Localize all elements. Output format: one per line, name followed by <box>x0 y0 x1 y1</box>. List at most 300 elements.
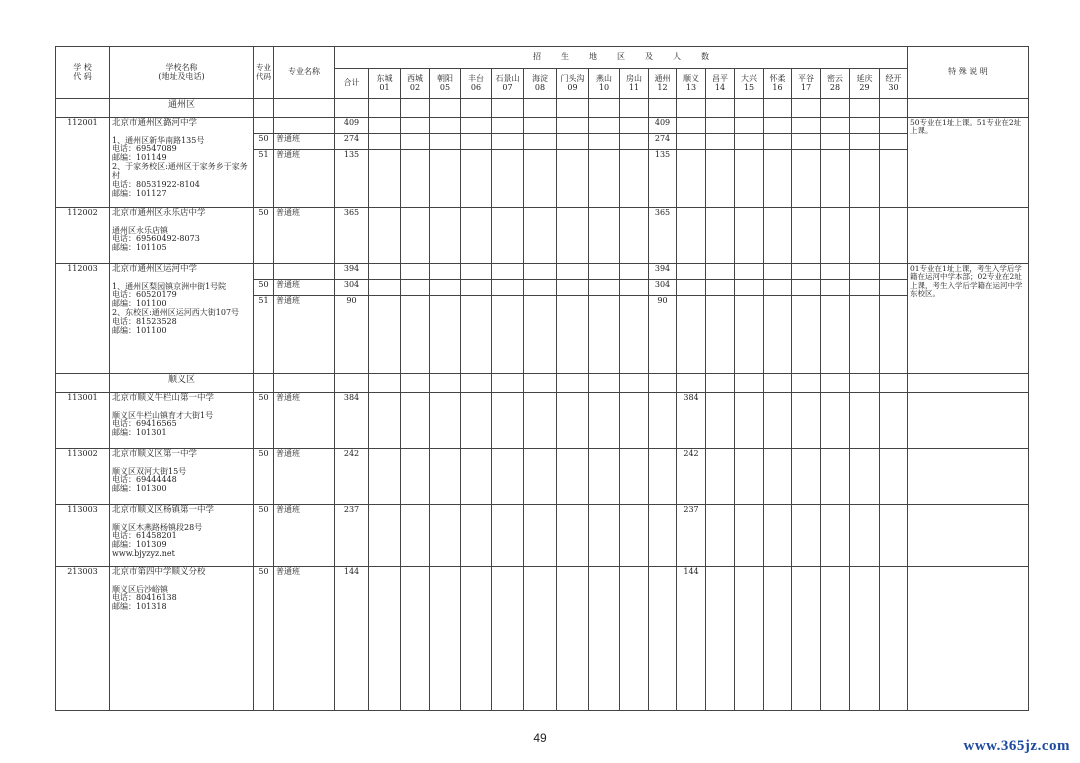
major-code <box>254 118 274 134</box>
district-cell <box>430 118 461 134</box>
address-line: 电话：80416138 <box>112 593 177 603</box>
major-name-header: 专业名称 <box>274 47 335 99</box>
district-cell <box>677 134 706 150</box>
special-note <box>908 393 1029 449</box>
district-cell <box>677 208 706 264</box>
region-title-word: 招 <box>533 52 541 62</box>
major-name: 普通班 <box>274 208 335 264</box>
district-code: 14 <box>714 82 726 92</box>
district-cell <box>792 296 821 374</box>
district-cell <box>880 134 908 150</box>
district-cell <box>649 393 677 449</box>
district-cell <box>821 134 850 150</box>
district-name: 延庆 <box>856 73 873 83</box>
district-cell <box>524 567 557 711</box>
district-cell <box>649 449 677 505</box>
district-cell <box>706 505 735 567</box>
special-note <box>908 505 1029 567</box>
blank-cell <box>880 374 908 393</box>
district-cell <box>524 449 557 505</box>
major-code: 50 <box>254 393 274 449</box>
district-cell <box>735 118 764 134</box>
district-cell: 274 <box>649 134 677 150</box>
district-cell <box>461 134 492 150</box>
district-code: 10 <box>598 82 610 92</box>
district-cell <box>620 264 649 280</box>
district-cell <box>369 567 401 711</box>
district-cell <box>706 449 735 505</box>
blank-cell <box>792 374 821 393</box>
district-name: 西城 <box>407 73 423 83</box>
blank-cell <box>430 374 461 393</box>
blank-cell <box>589 99 620 118</box>
blank-cell <box>706 374 735 393</box>
enrollment-table <box>55 46 1029 711</box>
school-code: 213003 <box>56 567 110 711</box>
district-cell <box>850 505 880 567</box>
district-cell <box>492 505 524 567</box>
district-cell <box>821 567 850 711</box>
district-cell <box>677 296 706 374</box>
district-cell <box>764 118 792 134</box>
address-line: 邮编：101318 <box>112 602 167 612</box>
total-cell: 409 <box>335 118 369 134</box>
district-cell <box>430 567 461 711</box>
district-cell <box>369 280 401 296</box>
district-cell <box>492 296 524 374</box>
district-cell <box>880 449 908 505</box>
school-info <box>110 567 254 711</box>
blank-cell <box>850 99 880 118</box>
district-code: 28 <box>829 82 841 92</box>
district-header <box>461 69 492 99</box>
district-cell <box>401 208 430 264</box>
district-cell <box>764 208 792 264</box>
school-name: 北京市通州区永乐店中学 <box>112 208 206 218</box>
district-cell <box>677 264 706 280</box>
address-line: 2、东校区:通州区运河西大街107号 <box>112 308 240 318</box>
district-cell <box>620 134 649 150</box>
district-code: 17 <box>800 82 812 92</box>
major-code: 51 <box>254 150 274 208</box>
blank-cell <box>850 374 880 393</box>
district-cell <box>792 449 821 505</box>
major-code: 50 <box>254 280 274 296</box>
district-cell <box>706 567 735 711</box>
district-cell <box>557 505 589 567</box>
district-cell <box>735 449 764 505</box>
district-header <box>850 69 880 99</box>
district-cell <box>492 150 524 208</box>
school-name: 北京市通州区潞河中学 <box>112 118 198 128</box>
district-cell <box>764 505 792 567</box>
school-info <box>110 118 254 208</box>
school-name: 北京市顺义区杨镇第一中学 <box>112 505 215 515</box>
blank-cell <box>461 99 492 118</box>
district-cell <box>492 134 524 150</box>
district-cell <box>401 280 430 296</box>
blank-cell <box>821 374 850 393</box>
major-code: 50 <box>254 208 274 264</box>
district-cell <box>880 118 908 134</box>
blank-cell <box>764 374 792 393</box>
district-cell: 135 <box>649 150 677 208</box>
district-cell <box>430 296 461 374</box>
special-note-header: 特 殊 说 明 <box>908 47 1029 99</box>
district-cell <box>589 134 620 150</box>
district-cell <box>557 150 589 208</box>
district-cell <box>850 208 880 264</box>
address-line: www.bjyzyz.net <box>112 549 175 559</box>
district-cell <box>369 208 401 264</box>
district-code: 09 <box>567 82 578 92</box>
address-line: 邮编：101100 <box>112 326 167 336</box>
address-line: 1、通州区新华南路135号 <box>112 135 205 145</box>
special-note <box>908 208 1029 264</box>
address-line: 邮编：101309 <box>112 540 167 550</box>
district-code: 13 <box>685 82 697 92</box>
blank-cell <box>430 99 461 118</box>
district-cell <box>706 264 735 280</box>
district-cell <box>557 567 589 711</box>
district-code: 02 <box>409 82 421 92</box>
school-code: 113001 <box>56 393 110 449</box>
major-name: 普通班 <box>274 280 335 296</box>
district-cell <box>735 567 764 711</box>
district-name: 昌平 <box>712 73 728 83</box>
total-cell: 90 <box>335 296 369 374</box>
district-code: 16 <box>772 82 783 92</box>
district-cell <box>557 208 589 264</box>
district-cell <box>557 280 589 296</box>
total-cell: 274 <box>335 134 369 150</box>
district-cell: 384 <box>677 393 706 449</box>
district-cell <box>524 393 557 449</box>
blank-cell <box>401 374 430 393</box>
major-name: 普通班 <box>274 393 335 449</box>
district-cell <box>706 393 735 449</box>
watermark: www.365jz.com <box>963 738 1070 754</box>
district-name: 密云 <box>827 73 843 83</box>
district-header <box>589 69 620 99</box>
district-header <box>764 69 792 99</box>
district-cell <box>524 296 557 374</box>
district-code: 06 <box>470 82 482 92</box>
district-cell <box>369 449 401 505</box>
address-line: 通州区永乐店镇 <box>112 225 168 235</box>
address-line: 电话：81523528 <box>112 317 177 327</box>
district-cell <box>706 296 735 374</box>
address-line: 电话：60520179 <box>112 290 177 300</box>
district-cell <box>792 208 821 264</box>
blank-cell <box>524 99 557 118</box>
district-cell <box>589 296 620 374</box>
total-cell: 144 <box>335 567 369 711</box>
table-row <box>56 208 1029 264</box>
blank-cell <box>254 374 274 393</box>
district-cell <box>821 208 850 264</box>
region-title-word: 生 <box>561 52 569 62</box>
district-cell <box>401 567 430 711</box>
district-cell <box>461 567 492 711</box>
blank-cell <box>492 374 524 393</box>
district-header <box>524 69 557 99</box>
region-title-header <box>335 47 908 69</box>
district-code: 12 <box>657 82 668 92</box>
district-cell <box>677 118 706 134</box>
district-cell <box>369 150 401 208</box>
major-code: 50 <box>254 505 274 567</box>
district-cell <box>620 296 649 374</box>
blank-cell <box>677 99 706 118</box>
district-cell <box>706 280 735 296</box>
district-header <box>492 69 524 99</box>
district-cell <box>764 280 792 296</box>
blank-cell <box>589 374 620 393</box>
blank-cell <box>557 99 589 118</box>
district-cell <box>880 505 908 567</box>
district-header <box>821 69 850 99</box>
district-cell <box>620 280 649 296</box>
district-cell <box>461 280 492 296</box>
blank-cell <box>524 374 557 393</box>
district-cell <box>524 264 557 280</box>
district-name: 门头沟 <box>560 73 585 83</box>
blank-cell <box>401 99 430 118</box>
district-cell <box>620 449 649 505</box>
district-header <box>335 69 369 99</box>
total-cell: 135 <box>335 150 369 208</box>
district-cell: 90 <box>649 296 677 374</box>
region-title-word: 地 <box>589 52 597 62</box>
district-cell <box>401 505 430 567</box>
region-row <box>56 374 1029 393</box>
district-cell <box>706 134 735 150</box>
district-cell <box>764 150 792 208</box>
district-name: 经开 <box>885 73 902 83</box>
address-line: 顺义区双河大街15号 <box>112 466 187 476</box>
district-cell <box>524 280 557 296</box>
district-cell <box>620 208 649 264</box>
district-cell <box>792 393 821 449</box>
district-cell <box>850 280 880 296</box>
school-code: 112002 <box>56 208 110 264</box>
address-line: 邮编：101100 <box>112 299 167 309</box>
blank-cell <box>908 374 1029 393</box>
district-cell <box>557 296 589 374</box>
district-cell <box>589 118 620 134</box>
district-cell <box>735 280 764 296</box>
district-cell <box>764 134 792 150</box>
blank-cell <box>764 99 792 118</box>
address-line: 顺义区后沙峪镇 <box>112 584 168 594</box>
school-code-header: 学 校 代 码 <box>56 47 110 99</box>
major-name: 普通班 <box>274 134 335 150</box>
district-cell <box>557 134 589 150</box>
school-name: 北京市第四中学顺义分校 <box>112 567 206 577</box>
district-cell <box>735 296 764 374</box>
school-name: 北京市顺义牛栏山第一中学 <box>112 393 215 403</box>
blank-cell <box>461 374 492 393</box>
blank-cell <box>620 99 649 118</box>
district-cell <box>792 280 821 296</box>
district-cell <box>821 264 850 280</box>
district-cell <box>620 150 649 208</box>
district-cell <box>589 505 620 567</box>
major-name: 普通班 <box>274 567 335 711</box>
table-row <box>56 567 1029 711</box>
district-cell <box>430 449 461 505</box>
district-cell <box>850 567 880 711</box>
address-line: 1、通州区梨园镇京洲中街1号院 <box>112 281 227 291</box>
school-info <box>110 505 254 567</box>
address-line: 电话：61458201 <box>112 531 177 541</box>
district-cell <box>764 393 792 449</box>
district-cell: 409 <box>649 118 677 134</box>
district-cell <box>492 449 524 505</box>
district-cell <box>880 150 908 208</box>
district-cell <box>706 118 735 134</box>
district-cell <box>430 150 461 208</box>
district-cell <box>677 280 706 296</box>
district-header <box>369 69 401 99</box>
district-cell <box>401 296 430 374</box>
district-cell <box>369 505 401 567</box>
district-cell <box>735 505 764 567</box>
district-cell <box>735 134 764 150</box>
district-cell <box>850 134 880 150</box>
district-cell <box>589 393 620 449</box>
region-title-word: 数 <box>701 52 709 62</box>
district-cell: 242 <box>677 449 706 505</box>
blank-cell <box>880 99 908 118</box>
district-cell <box>369 134 401 150</box>
school-code: 113003 <box>56 505 110 567</box>
school-code: 112003 <box>56 264 110 374</box>
address-line: 电话：69416565 <box>112 419 177 429</box>
major-name: 普通班 <box>274 296 335 374</box>
district-cell <box>430 208 461 264</box>
region-title-word: 区 <box>617 52 625 62</box>
district-cell <box>401 134 430 150</box>
table-row <box>56 264 1029 280</box>
district-name: 燕山 <box>596 73 612 83</box>
district-cell <box>821 150 850 208</box>
total-cell: 237 <box>335 505 369 567</box>
major-code: 50 <box>254 134 274 150</box>
blank-cell <box>557 374 589 393</box>
district-cell <box>821 280 850 296</box>
district-name: 房山 <box>626 73 642 83</box>
district-cell <box>492 208 524 264</box>
district-cell: 144 <box>677 567 706 711</box>
district-cell <box>649 505 677 567</box>
district-cell: 394 <box>649 264 677 280</box>
district-cell <box>492 280 524 296</box>
total-cell: 242 <box>335 449 369 505</box>
blank-cell <box>908 99 1029 118</box>
district-name: 平谷 <box>798 73 814 83</box>
district-cell <box>821 296 850 374</box>
district-cell <box>430 134 461 150</box>
blank-cell <box>274 374 335 393</box>
school-info <box>110 449 254 505</box>
district-cell <box>461 449 492 505</box>
district-cell <box>880 296 908 374</box>
district-name: 合计 <box>343 78 360 88</box>
major-name <box>274 264 335 280</box>
district-cell <box>401 264 430 280</box>
district-cell <box>792 134 821 150</box>
blank-cell <box>792 99 821 118</box>
school-name-header: 学校名称 (地址及电话) <box>110 47 254 99</box>
region-title-word: 人 <box>673 52 681 62</box>
district-cell <box>880 393 908 449</box>
district-header <box>792 69 821 99</box>
district-header <box>430 69 461 99</box>
school-info <box>110 264 254 374</box>
district-cell <box>850 264 880 280</box>
district-cell <box>792 505 821 567</box>
district-cell <box>401 118 430 134</box>
district-cell <box>461 118 492 134</box>
district-cell <box>880 567 908 711</box>
major-name: 普通班 <box>274 505 335 567</box>
district-cell <box>461 264 492 280</box>
address-line: 邮编：101105 <box>112 243 167 253</box>
district-cell <box>620 505 649 567</box>
blank-cell <box>335 374 369 393</box>
district-cell <box>706 208 735 264</box>
district-cell <box>764 296 792 374</box>
major-name: 普通班 <box>274 150 335 208</box>
district-cell <box>880 208 908 264</box>
district-cell <box>677 150 706 208</box>
major-code: 51 <box>254 296 274 374</box>
address-line: 顺义区牛栏山镇育才大街1号 <box>112 410 214 420</box>
address-line: 2、于家务校区:通州区于家务乡于家务村 <box>112 162 248 181</box>
district-cell <box>492 264 524 280</box>
district-name: 丰台 <box>468 73 484 83</box>
district-cell <box>589 567 620 711</box>
district-cell <box>792 567 821 711</box>
district-cell <box>430 393 461 449</box>
district-cell: 365 <box>649 208 677 264</box>
district-code: 15 <box>743 82 755 92</box>
blank-cell <box>706 99 735 118</box>
special-note <box>908 567 1029 711</box>
district-cell <box>401 449 430 505</box>
district-cell <box>589 264 620 280</box>
district-cell <box>764 567 792 711</box>
district-cell <box>557 449 589 505</box>
district-cell <box>620 567 649 711</box>
district-name: 怀柔 <box>769 73 786 83</box>
district-cell <box>557 393 589 449</box>
district-cell: 304 <box>649 280 677 296</box>
district-header <box>677 69 706 99</box>
address-line: 电话：69444448 <box>112 475 177 485</box>
district-cell <box>461 296 492 374</box>
table-row <box>56 118 1029 134</box>
district-header <box>880 69 908 99</box>
district-cell <box>735 264 764 280</box>
address-line: 电话：69560492-8073 <box>112 234 200 244</box>
address-line: 顺义区木燕路杨镇段28号 <box>112 522 203 532</box>
district-header <box>401 69 430 99</box>
major-code-header: 专业代码 <box>254 47 274 99</box>
district-cell <box>430 505 461 567</box>
